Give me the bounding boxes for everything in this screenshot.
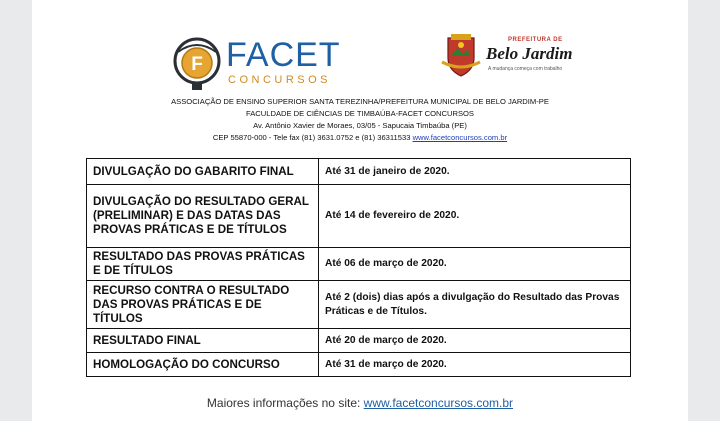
event-cell: HOMOLOGAÇÃO DO CONCURSO	[87, 353, 319, 377]
event-cell: RESULTADO DAS PROVAS PRÁTICAS E DE TÍTULOS	[87, 248, 319, 281]
institution-line-2: FACULDADE DE CIÊNCIAS DE TIMBAÚBA-FACET CONCURSOS	[246, 109, 474, 118]
schedule-table	[86, 158, 631, 377]
event-cell: DIVULGAÇÃO DO RESULTADO GERAL (PRELIMINAR) E DAS DATAS DAS PROVAS PRÁTICAS E DE TÍTULOS	[87, 185, 319, 248]
date-cell: Até 31 de janeiro de 2020.	[319, 159, 631, 185]
facet-badge-letter: F	[191, 54, 203, 75]
date-cell: Até 31 de março de 2020.	[319, 353, 631, 377]
footer-info	[32, 396, 688, 410]
footer-text: Maiores informações no site:	[206, 396, 361, 410]
table-row	[87, 329, 631, 353]
belo-jardim-logo	[440, 32, 610, 80]
table-row	[87, 281, 631, 329]
date-cell: Até 14 de fevereiro de 2020.	[319, 185, 631, 248]
belo-jardim-name: Belo Jardim	[486, 44, 573, 63]
facet-brand-name: FACET	[226, 36, 341, 74]
institution-address: Av. Antônio Xavier de Moraes, 03/05 - Sapucaia Timbaúba (PE)	[253, 121, 467, 130]
facet-globe-icon	[170, 32, 224, 92]
event-cell: RECURSO CONTRA O RESULTADO DAS PROVAS PRÁTICAS E DE TÍTULOS	[87, 281, 319, 329]
table-row	[87, 185, 631, 248]
facet-logo	[170, 32, 341, 92]
document-page	[32, 0, 688, 421]
event-cell: DIVULGAÇÃO DO GABARITO FINAL	[87, 159, 319, 185]
institution-line-1: ASSOCIAÇÃO DE ENSINO SUPERIOR SANTA TEREZINHA/PREFEITURA MUNICIPAL DE BELO JARDIM-PE	[171, 97, 549, 106]
table-row	[87, 248, 631, 281]
date-cell: Até 20 de março de 2020.	[319, 329, 631, 353]
table-row	[87, 353, 631, 377]
document-header	[32, 0, 688, 150]
footer-site-link[interactable]: www.facetconcursos.com.br	[363, 396, 514, 410]
table-row	[87, 159, 631, 185]
date-cell: Até 2 (dois) dias após a divulgação do Resultado das Provas Práticas e de Títulos.	[319, 281, 631, 329]
event-cell: RESULTADO FINAL	[87, 329, 319, 353]
belo-jardim-tagline: A mudança começa com trabalho	[488, 66, 563, 72]
date-cell: Até 06 de março de 2020.	[319, 248, 631, 281]
city-crest-icon	[440, 32, 482, 78]
institution-site-link[interactable]: www.facetconcursos.com.br	[412, 133, 508, 142]
institution-contact	[32, 132, 688, 143]
facet-brand-sub: CONCURSOS	[228, 74, 332, 86]
belo-jardim-prefeitura: PREFEITURA DE	[508, 37, 563, 43]
institution-phone: CEP 55870-000 - Tele fax (81) 3631.0752 e (81) 36311533	[212, 133, 411, 142]
